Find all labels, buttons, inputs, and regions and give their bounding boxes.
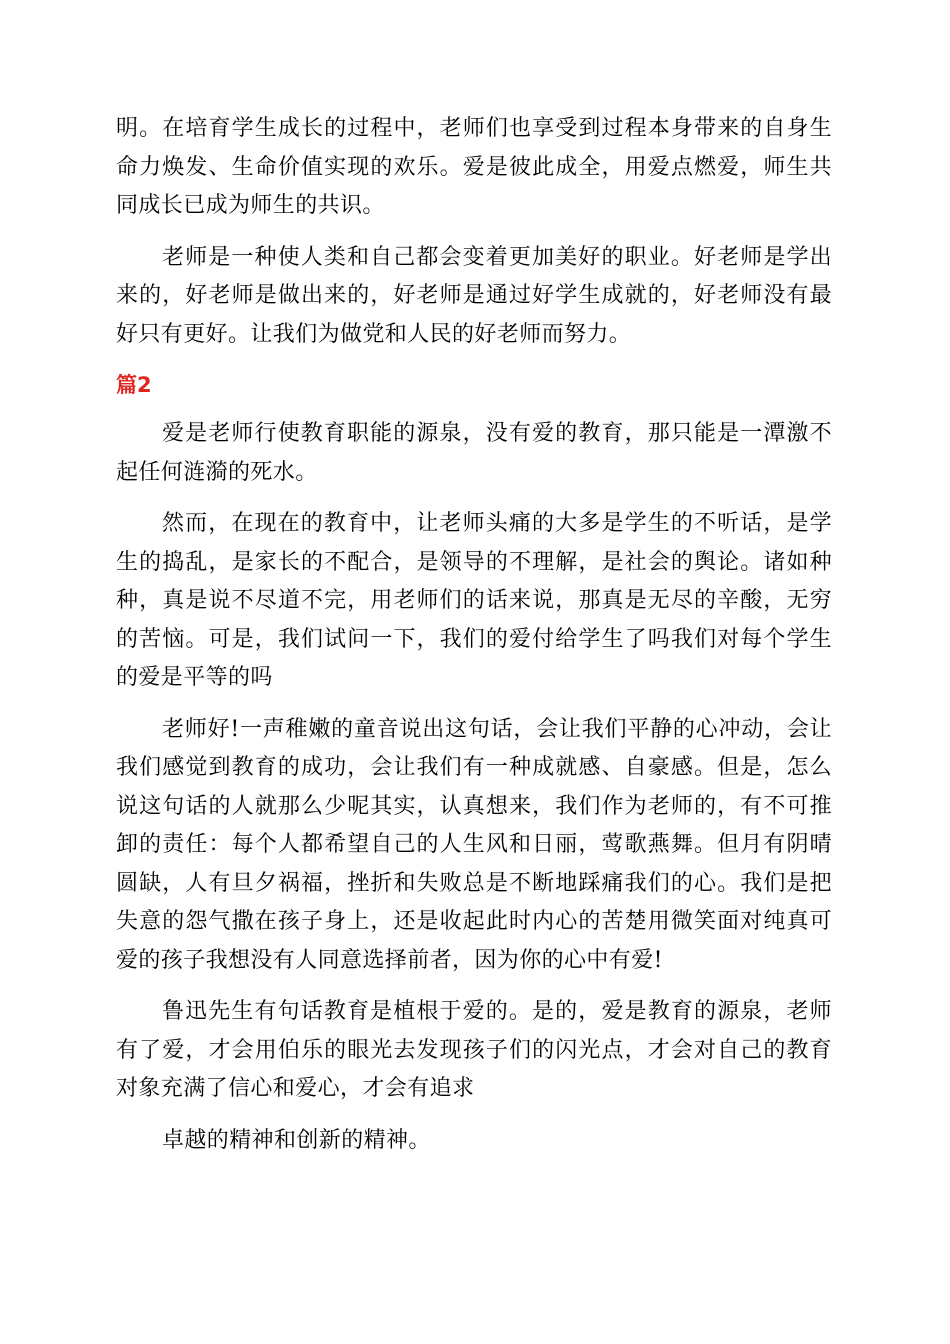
- section-heading: 篇2: [116, 373, 152, 397]
- paragraph-hello-teacher: 老师好!一声稚嫩的童音说出这句话，会让我们平静的心冲动，会让我们感觉到教育的成功，会让我们有一种成就感、自豪感。但是，怎么说这句话的人就那么少呢其实，认真想来，我们作为老师的，有不可推卸的责任：每个人都希望自己的人生风和日丽，莺歌燕舞。但月有阴晴圆缺，人有旦夕祸福，挫折和失败总是不断地踩痛我们的心。我们是把失意的怨气撒在孩子身上，还是收起此时内心的苦楚用微笑面对纯真可爱的孩子我想没有人同意选择前者，因为你的心中有爱!: [116, 716, 832, 973]
- paragraph-good-teacher: 老师是一种使人类和自己都会变着更加美好的职业。好老师是学出来的，好老师是做出来的，好老师是通过好学生成就的，好老师没有最好只有更好。让我们为做党和人民的好老师而努力。: [116, 244, 832, 347]
- paragraph-love-source: 爱是老师行使教育职能的源泉，没有爱的教育，那只能是一潭激不起任何涟漪的死水。: [116, 421, 832, 485]
- paragraph-excellence: 卓越的精神和创新的精神。: [162, 1127, 431, 1153]
- paragraph-luxun: 鲁迅先生有句话教育是植根于爱的。是的，爱是教育的源泉，老师有了爱，才会用伯乐的眼光去发现孩子们的闪光点，才会对自己的教育对象充满了信心和爱心，才会有追求: [116, 999, 832, 1101]
- document-page: [116, 110, 832, 1173]
- paragraph-continuation: 明。在培育学生成长的过程中，老师们也享受到过程本身带来的自身生命力焕发、生命价值实现的欢乐。爱是彼此成全，用爱点燃爱，师生共同成长已成为师生的共识。: [116, 116, 832, 218]
- paragraph-headache: 然而，在现在的教育中，让老师头痛的大多是学生的不听话，是学生的捣乱，是家长的不配合，是领导的不理解，是社会的舆论。诸如种种，真是说不尽道不完，用老师们的话来说，那真是无尽的辛酸，无穷的苦恼。可是，我们试问一下，我们的爱付给学生了吗我们对每个学生的爱是平等的吗: [116, 511, 832, 690]
